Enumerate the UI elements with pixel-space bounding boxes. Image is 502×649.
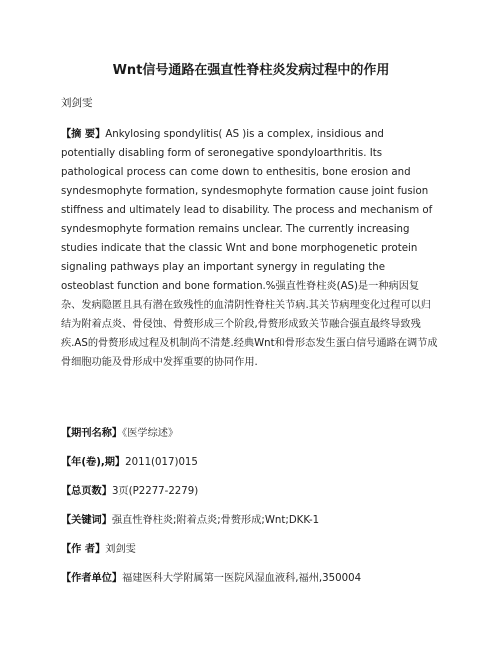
field-journal-name bbox=[61, 427, 178, 441]
field-value: 3页(P2277-2279) bbox=[111, 486, 199, 497]
abstract-label: 【摘 要】 bbox=[61, 129, 106, 140]
field-label: 【期刊名称】 bbox=[61, 428, 123, 439]
abstract-text: Ankylosing spondylitis( AS )is a complex, insidious and potentially disabling form of seronegative spondyloarthritis. Its pathological process can come down to enthesitis, bone erosion and syndesmophyte formation, syndesmophyte formation cause joint fusion stiffness and ultimately lead to disability. The process and mechanism of syndesmophyte formation remains unclear. The currently increasing studies indicate that the classic Wnt and bone morphogenetic protein signaling pathways play an important synergy in regulating the osteoblast function and bone formation.%强直性脊柱炎(AS)是一种病因复杂、发病隐匿且具有潜在致残性的血清阴性脊柱关节病.其关节病理变化过程可以归结为附着点炎、骨侵蚀、骨赘形成三个阶段,骨赘形成致关节融合强直最终导致残疾.AS的骨赘形成过程及机制尚不清楚.经典Wnt和骨形态发生蛋白信号通路在调节成骨细胞功能及骨形成中发挥重要的协同作用. bbox=[61, 129, 438, 368]
field-year-volume-issue bbox=[61, 456, 198, 470]
field-keywords bbox=[61, 514, 319, 528]
author-line: 刘剑雯 bbox=[61, 97, 93, 109]
field-value: 强直性脊柱炎;附着点炎;骨赘形成;Wnt;DKK-1 bbox=[111, 515, 320, 526]
field-label: 【作者单位】 bbox=[61, 573, 123, 584]
field-value: 《医学综述》 bbox=[122, 428, 179, 439]
document-title: Wnt信号通路在强直性脊柱炎发病过程中的作用 bbox=[112, 63, 390, 78]
field-label: 【年(卷),期】 bbox=[61, 457, 126, 468]
abstract-paragraph bbox=[61, 125, 439, 372]
field-affiliation bbox=[61, 572, 361, 586]
field-total-pages bbox=[61, 485, 198, 499]
field-value: 2011(017)015 bbox=[125, 457, 198, 468]
field-value: 刘剑雯 bbox=[105, 544, 136, 555]
field-label: 【总页数】 bbox=[61, 486, 112, 497]
field-author bbox=[61, 543, 136, 557]
field-value: 福建医科大学附属第一医院风湿血液科,福州,350004 bbox=[122, 573, 362, 584]
field-label: 【作 者】 bbox=[61, 544, 106, 555]
field-label: 【关键词】 bbox=[61, 515, 112, 526]
